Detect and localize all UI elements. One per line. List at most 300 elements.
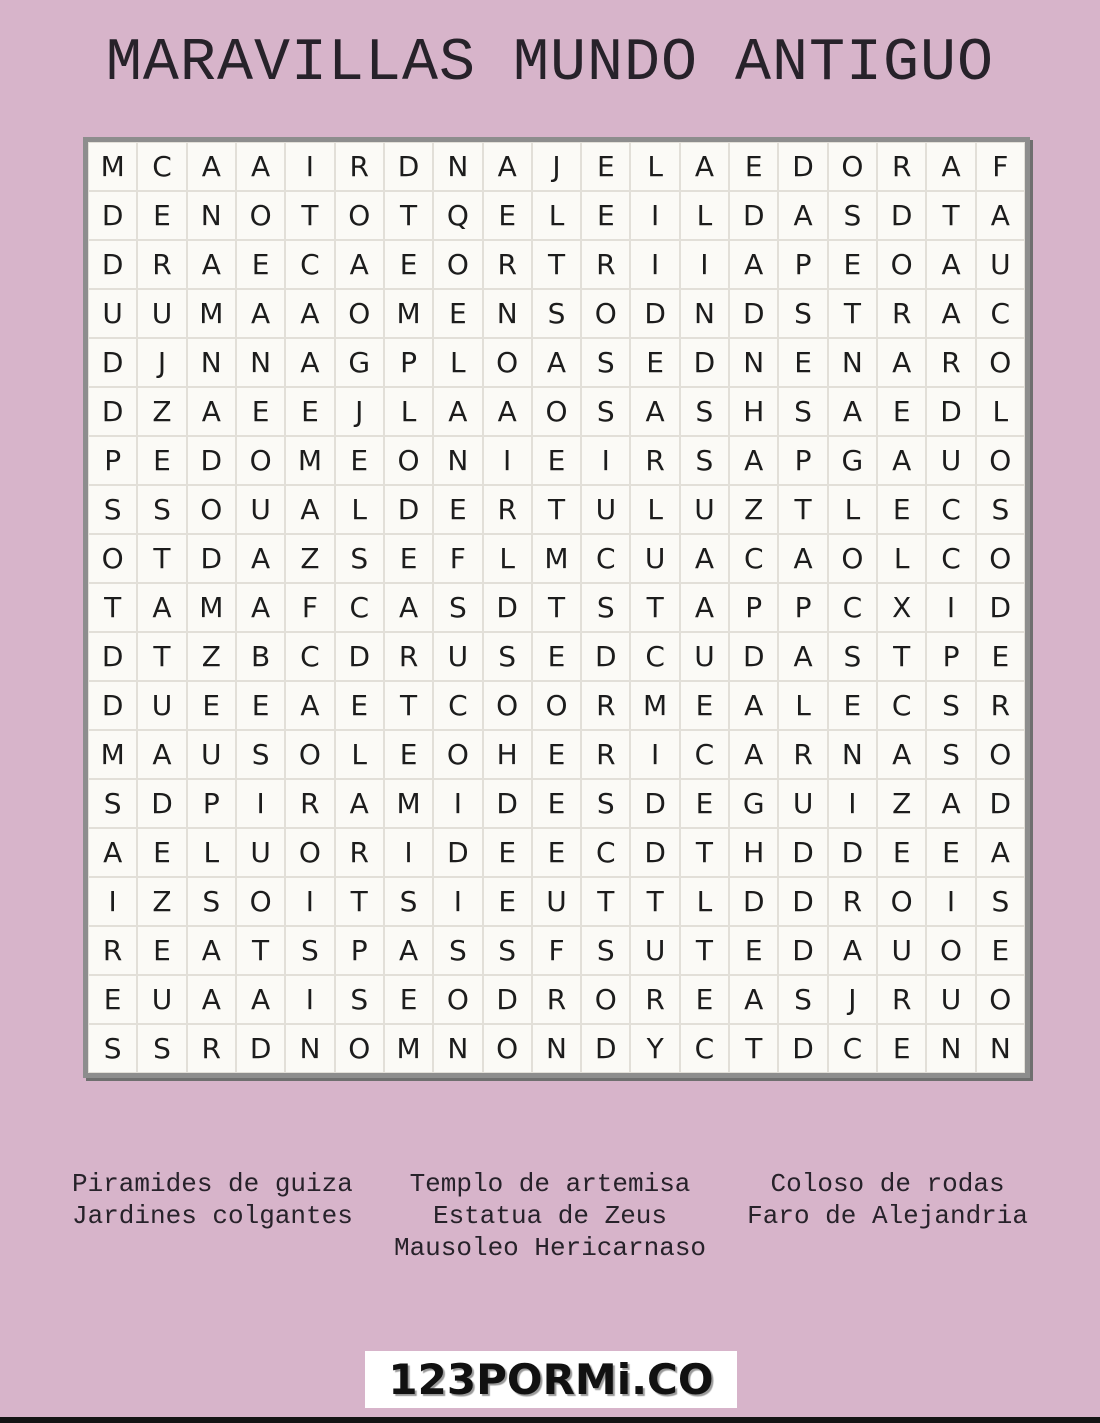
grid-cell[interactable]: E (729, 142, 778, 191)
grid-cell[interactable]: A (335, 240, 384, 289)
grid-cell[interactable]: N (729, 338, 778, 387)
grid-cell[interactable]: S (581, 583, 630, 632)
grid-cell[interactable]: D (88, 632, 137, 681)
grid-cell[interactable]: L (384, 387, 433, 436)
grid-cell[interactable]: E (137, 436, 186, 485)
grid-cell[interactable]: C (926, 534, 975, 583)
grid-cell[interactable]: D (778, 828, 827, 877)
grid-cell[interactable]: H (483, 730, 532, 779)
grid-cell[interactable]: U (976, 240, 1025, 289)
grid-cell[interactable]: D (384, 142, 433, 191)
grid-cell[interactable]: T (532, 240, 581, 289)
grid-cell[interactable]: B (236, 632, 285, 681)
grid-cell[interactable]: R (581, 681, 630, 730)
grid-cell[interactable]: C (137, 142, 186, 191)
grid-cell[interactable]: D (187, 534, 236, 583)
grid-cell[interactable]: R (285, 779, 334, 828)
grid-cell[interactable]: D (778, 142, 827, 191)
grid-cell[interactable]: D (778, 926, 827, 975)
grid-cell[interactable]: N (976, 1024, 1025, 1073)
grid-cell[interactable]: O (532, 681, 581, 730)
grid-cell[interactable]: T (384, 191, 433, 240)
grid-cell[interactable]: N (926, 1024, 975, 1073)
grid-cell[interactable]: A (926, 142, 975, 191)
grid-cell[interactable]: R (187, 1024, 236, 1073)
grid-cell[interactable]: N (433, 142, 482, 191)
grid-cell[interactable]: T (532, 485, 581, 534)
grid-cell[interactable]: T (877, 632, 926, 681)
grid-cell[interactable]: M (630, 681, 679, 730)
grid-cell[interactable]: O (236, 191, 285, 240)
grid-cell[interactable]: A (828, 926, 877, 975)
grid-cell[interactable]: I (630, 191, 679, 240)
grid-cell[interactable]: R (630, 436, 679, 485)
grid-cell[interactable]: I (88, 877, 137, 926)
grid-cell[interactable]: I (433, 877, 482, 926)
grid-cell[interactable]: D (729, 877, 778, 926)
grid-cell[interactable]: L (630, 485, 679, 534)
grid-cell[interactable]: O (433, 975, 482, 1024)
grid-cell[interactable]: E (828, 240, 877, 289)
grid-cell[interactable]: U (680, 485, 729, 534)
grid-cell[interactable]: R (581, 240, 630, 289)
grid-cell[interactable]: E (532, 436, 581, 485)
grid-cell[interactable]: O (285, 730, 334, 779)
grid-cell[interactable]: O (828, 534, 877, 583)
grid-cell[interactable]: C (828, 583, 877, 632)
grid-cell[interactable]: S (88, 1024, 137, 1073)
grid-cell[interactable]: I (630, 240, 679, 289)
grid-cell[interactable]: A (729, 975, 778, 1024)
grid-cell[interactable]: R (877, 142, 926, 191)
grid-cell[interactable]: I (680, 240, 729, 289)
grid-cell[interactable]: N (828, 338, 877, 387)
grid-cell[interactable]: C (680, 1024, 729, 1073)
grid-cell[interactable]: A (187, 387, 236, 436)
grid-cell[interactable]: O (335, 1024, 384, 1073)
grid-cell[interactable]: S (926, 730, 975, 779)
grid-cell[interactable]: A (976, 828, 1025, 877)
grid-cell[interactable]: U (88, 289, 137, 338)
grid-cell[interactable]: D (433, 828, 482, 877)
grid-cell[interactable]: I (285, 877, 334, 926)
grid-cell[interactable]: Z (137, 877, 186, 926)
grid-cell[interactable]: O (877, 877, 926, 926)
grid-cell[interactable]: S (680, 436, 729, 485)
grid-cell[interactable]: E (532, 779, 581, 828)
grid-cell[interactable]: T (680, 828, 729, 877)
grid-cell[interactable]: A (187, 926, 236, 975)
grid-cell[interactable]: P (187, 779, 236, 828)
grid-cell[interactable]: E (236, 240, 285, 289)
grid-cell[interactable]: S (680, 387, 729, 436)
grid-cell[interactable]: A (778, 632, 827, 681)
grid-cell[interactable]: S (581, 387, 630, 436)
grid-cell[interactable]: D (729, 191, 778, 240)
grid-cell[interactable]: Z (187, 632, 236, 681)
grid-cell[interactable]: J (532, 142, 581, 191)
grid-cell[interactable]: N (236, 338, 285, 387)
grid-cell[interactable]: N (532, 1024, 581, 1073)
grid-cell[interactable]: C (976, 289, 1025, 338)
grid-cell[interactable]: L (976, 387, 1025, 436)
grid-cell[interactable]: U (877, 926, 926, 975)
grid-cell[interactable]: O (581, 289, 630, 338)
grid-cell[interactable]: A (187, 975, 236, 1024)
grid-cell[interactable]: L (680, 877, 729, 926)
grid-cell[interactable]: E (877, 485, 926, 534)
grid-cell[interactable]: O (532, 387, 581, 436)
grid-cell[interactable]: C (729, 534, 778, 583)
grid-cell[interactable]: O (236, 877, 285, 926)
grid-cell[interactable]: M (532, 534, 581, 583)
grid-cell[interactable]: A (680, 583, 729, 632)
grid-cell[interactable]: A (778, 191, 827, 240)
grid-cell[interactable]: M (285, 436, 334, 485)
grid-cell[interactable]: I (236, 779, 285, 828)
grid-cell[interactable]: S (285, 926, 334, 975)
grid-cell[interactable]: A (187, 142, 236, 191)
grid-cell[interactable]: E (778, 338, 827, 387)
grid-cell[interactable]: A (926, 779, 975, 828)
grid-cell[interactable]: D (581, 1024, 630, 1073)
grid-cell[interactable]: I (926, 583, 975, 632)
grid-cell[interactable]: E (137, 926, 186, 975)
grid-cell[interactable]: I (483, 436, 532, 485)
grid-cell[interactable]: A (877, 436, 926, 485)
grid-cell[interactable]: S (778, 975, 827, 1024)
grid-cell[interactable]: H (729, 828, 778, 877)
grid-cell[interactable]: R (877, 975, 926, 1024)
grid-cell[interactable]: T (532, 583, 581, 632)
grid-cell[interactable]: T (384, 681, 433, 730)
grid-cell[interactable]: E (926, 828, 975, 877)
grid-cell[interactable]: E (976, 632, 1025, 681)
grid-cell[interactable]: A (236, 142, 285, 191)
grid-cell[interactable]: A (187, 240, 236, 289)
grid-cell[interactable]: N (483, 289, 532, 338)
grid-cell[interactable]: E (335, 436, 384, 485)
grid-cell[interactable]: D (88, 387, 137, 436)
grid-cell[interactable]: S (778, 289, 827, 338)
grid-cell[interactable]: S (335, 534, 384, 583)
grid-cell[interactable]: E (236, 387, 285, 436)
grid-cell[interactable]: A (729, 436, 778, 485)
grid-cell[interactable]: X (877, 583, 926, 632)
grid-cell[interactable]: E (630, 338, 679, 387)
grid-cell[interactable]: A (236, 583, 285, 632)
grid-cell[interactable]: T (828, 289, 877, 338)
grid-cell[interactable]: S (778, 387, 827, 436)
grid-cell[interactable]: S (433, 583, 482, 632)
grid-cell[interactable]: Q (433, 191, 482, 240)
grid-cell[interactable]: A (926, 289, 975, 338)
grid-cell[interactable]: A (335, 779, 384, 828)
grid-cell[interactable]: E (828, 681, 877, 730)
grid-cell[interactable]: F (532, 926, 581, 975)
grid-cell[interactable]: D (729, 632, 778, 681)
grid-cell[interactable]: R (532, 975, 581, 1024)
grid-cell[interactable]: S (926, 681, 975, 730)
grid-cell[interactable]: A (483, 387, 532, 436)
grid-cell[interactable]: P (335, 926, 384, 975)
grid-cell[interactable]: D (630, 779, 679, 828)
grid-cell[interactable]: F (433, 534, 482, 583)
grid-cell[interactable]: C (581, 828, 630, 877)
grid-cell[interactable]: C (335, 583, 384, 632)
grid-cell[interactable]: O (433, 240, 482, 289)
grid-cell[interactable]: S (483, 632, 532, 681)
grid-cell[interactable]: U (433, 632, 482, 681)
grid-cell[interactable]: R (137, 240, 186, 289)
grid-cell[interactable]: M (384, 289, 433, 338)
grid-cell[interactable]: D (778, 877, 827, 926)
grid-cell[interactable]: E (236, 681, 285, 730)
grid-cell[interactable]: D (384, 485, 433, 534)
grid-cell[interactable]: L (828, 485, 877, 534)
grid-cell[interactable]: D (335, 632, 384, 681)
grid-cell[interactable]: A (680, 534, 729, 583)
grid-cell[interactable]: R (483, 485, 532, 534)
grid-cell[interactable]: O (187, 485, 236, 534)
grid-cell[interactable]: D (88, 681, 137, 730)
grid-cell[interactable]: M (88, 730, 137, 779)
grid-cell[interactable]: R (828, 877, 877, 926)
grid-cell[interactable]: T (729, 1024, 778, 1073)
grid-cell[interactable]: E (433, 289, 482, 338)
grid-cell[interactable]: D (828, 828, 877, 877)
grid-cell[interactable]: O (976, 534, 1025, 583)
grid-cell[interactable]: P (778, 436, 827, 485)
grid-cell[interactable]: A (877, 730, 926, 779)
grid-cell[interactable]: E (335, 681, 384, 730)
grid-cell[interactable]: E (433, 485, 482, 534)
grid-cell[interactable]: U (630, 534, 679, 583)
grid-cell[interactable]: O (976, 730, 1025, 779)
grid-cell[interactable]: E (187, 681, 236, 730)
grid-cell[interactable]: R (581, 730, 630, 779)
grid-cell[interactable]: C (877, 681, 926, 730)
grid-cell[interactable]: S (976, 485, 1025, 534)
grid-cell[interactable]: R (335, 142, 384, 191)
grid-cell[interactable]: G (828, 436, 877, 485)
grid-cell[interactable]: I (581, 436, 630, 485)
grid-cell[interactable]: S (581, 338, 630, 387)
grid-cell[interactable]: E (532, 828, 581, 877)
grid-cell[interactable]: U (680, 632, 729, 681)
grid-cell[interactable]: F (285, 583, 334, 632)
grid-cell[interactable]: C (630, 632, 679, 681)
grid-cell[interactable]: S (581, 926, 630, 975)
grid-cell[interactable]: R (778, 730, 827, 779)
grid-cell[interactable]: E (729, 926, 778, 975)
grid-cell[interactable]: A (630, 387, 679, 436)
grid-cell[interactable]: U (137, 289, 186, 338)
grid-cell[interactable]: S (483, 926, 532, 975)
grid-cell[interactable]: M (384, 1024, 433, 1073)
grid-cell[interactable]: G (335, 338, 384, 387)
grid-cell[interactable]: D (236, 1024, 285, 1073)
grid-cell[interactable]: A (384, 926, 433, 975)
grid-cell[interactable]: D (976, 779, 1025, 828)
grid-cell[interactable]: D (88, 338, 137, 387)
grid-cell[interactable]: T (335, 877, 384, 926)
grid-cell[interactable]: D (581, 632, 630, 681)
grid-cell[interactable]: U (137, 681, 186, 730)
grid-cell[interactable]: D (926, 387, 975, 436)
grid-cell[interactable]: D (976, 583, 1025, 632)
grid-cell[interactable]: D (630, 289, 679, 338)
grid-cell[interactable]: R (88, 926, 137, 975)
grid-cell[interactable]: E (976, 926, 1025, 975)
grid-cell[interactable]: O (877, 240, 926, 289)
grid-cell[interactable]: A (828, 387, 877, 436)
grid-cell[interactable]: N (433, 1024, 482, 1073)
grid-cell[interactable]: I (630, 730, 679, 779)
grid-cell[interactable]: D (877, 191, 926, 240)
grid-cell[interactable]: P (778, 583, 827, 632)
grid-cell[interactable]: E (384, 730, 433, 779)
grid-cell[interactable]: R (483, 240, 532, 289)
grid-cell[interactable]: J (137, 338, 186, 387)
grid-cell[interactable]: O (236, 436, 285, 485)
grid-cell[interactable]: D (680, 338, 729, 387)
grid-cell[interactable]: D (483, 779, 532, 828)
grid-cell[interactable]: U (630, 926, 679, 975)
grid-cell[interactable]: C (828, 1024, 877, 1073)
grid-cell[interactable]: F (976, 142, 1025, 191)
grid-cell[interactable]: T (778, 485, 827, 534)
grid-cell[interactable]: T (137, 534, 186, 583)
grid-cell[interactable]: E (88, 975, 137, 1024)
grid-cell[interactable]: R (630, 975, 679, 1024)
grid-cell[interactable]: A (532, 338, 581, 387)
grid-cell[interactable]: A (384, 583, 433, 632)
grid-cell[interactable]: C (433, 681, 482, 730)
grid-cell[interactable]: C (680, 730, 729, 779)
grid-cell[interactable]: S (137, 485, 186, 534)
grid-cell[interactable]: T (581, 877, 630, 926)
grid-cell[interactable]: Z (877, 779, 926, 828)
grid-cell[interactable]: A (285, 681, 334, 730)
grid-cell[interactable]: A (236, 289, 285, 338)
grid-cell[interactable]: P (778, 240, 827, 289)
grid-cell[interactable]: D (187, 436, 236, 485)
grid-cell[interactable]: E (483, 191, 532, 240)
grid-cell[interactable]: H (729, 387, 778, 436)
grid-cell[interactable]: S (384, 877, 433, 926)
grid-cell[interactable]: M (187, 583, 236, 632)
grid-cell[interactable]: A (877, 338, 926, 387)
grid-cell[interactable]: S (137, 1024, 186, 1073)
grid-cell[interactable]: A (680, 142, 729, 191)
grid-cell[interactable]: E (680, 779, 729, 828)
grid-cell[interactable]: L (335, 730, 384, 779)
grid-cell[interactable]: E (384, 975, 433, 1024)
grid-cell[interactable]: A (483, 142, 532, 191)
grid-cell[interactable]: E (137, 828, 186, 877)
grid-cell[interactable]: D (483, 583, 532, 632)
grid-cell[interactable]: L (877, 534, 926, 583)
grid-cell[interactable]: O (976, 338, 1025, 387)
grid-cell[interactable]: D (729, 289, 778, 338)
grid-cell[interactable]: L (433, 338, 482, 387)
grid-cell[interactable]: A (926, 240, 975, 289)
grid-cell[interactable]: A (729, 681, 778, 730)
grid-cell[interactable]: E (532, 730, 581, 779)
grid-cell[interactable]: E (581, 191, 630, 240)
grid-cell[interactable]: I (433, 779, 482, 828)
grid-cell[interactable]: D (778, 1024, 827, 1073)
grid-cell[interactable]: N (828, 730, 877, 779)
grid-cell[interactable]: D (88, 240, 137, 289)
grid-cell[interactable]: Z (137, 387, 186, 436)
grid-cell[interactable]: T (630, 877, 679, 926)
grid-cell[interactable]: I (828, 779, 877, 828)
grid-cell[interactable]: E (680, 975, 729, 1024)
grid-cell[interactable]: A (236, 534, 285, 583)
grid-cell[interactable]: D (137, 779, 186, 828)
grid-cell[interactable]: C (926, 485, 975, 534)
grid-cell[interactable]: C (285, 240, 334, 289)
grid-cell[interactable]: A (976, 191, 1025, 240)
grid-cell[interactable]: U (137, 975, 186, 1024)
grid-cell[interactable]: E (483, 828, 532, 877)
grid-cell[interactable]: O (285, 828, 334, 877)
grid-cell[interactable]: A (88, 828, 137, 877)
grid-cell[interactable]: U (581, 485, 630, 534)
grid-cell[interactable]: S (532, 289, 581, 338)
grid-cell[interactable]: E (581, 142, 630, 191)
grid-cell[interactable]: U (926, 436, 975, 485)
grid-cell[interactable]: S (335, 975, 384, 1024)
grid-cell[interactable]: L (335, 485, 384, 534)
grid-cell[interactable]: S (88, 485, 137, 534)
grid-cell[interactable]: I (285, 142, 334, 191)
grid-cell[interactable]: R (926, 338, 975, 387)
grid-cell[interactable]: L (630, 142, 679, 191)
grid-cell[interactable]: O (88, 534, 137, 583)
grid-cell[interactable]: O (433, 730, 482, 779)
grid-cell[interactable]: O (976, 436, 1025, 485)
grid-cell[interactable]: Z (285, 534, 334, 583)
grid-cell[interactable]: J (828, 975, 877, 1024)
grid-cell[interactable]: O (976, 975, 1025, 1024)
grid-cell[interactable]: S (236, 730, 285, 779)
grid-cell[interactable]: D (483, 975, 532, 1024)
grid-cell[interactable]: A (433, 387, 482, 436)
grid-cell[interactable]: P (384, 338, 433, 387)
grid-cell[interactable]: S (433, 926, 482, 975)
grid-cell[interactable]: E (483, 877, 532, 926)
grid-cell[interactable]: E (877, 828, 926, 877)
grid-cell[interactable]: R (384, 632, 433, 681)
grid-cell[interactable]: U (926, 975, 975, 1024)
grid-cell[interactable]: L (187, 828, 236, 877)
grid-cell[interactable]: T (137, 632, 186, 681)
grid-cell[interactable]: M (187, 289, 236, 338)
grid-cell[interactable]: C (581, 534, 630, 583)
grid-cell[interactable]: A (285, 289, 334, 338)
grid-cell[interactable]: S (88, 779, 137, 828)
grid-cell[interactable]: A (137, 730, 186, 779)
grid-cell[interactable]: E (384, 534, 433, 583)
grid-cell[interactable]: M (88, 142, 137, 191)
grid-cell[interactable]: L (680, 191, 729, 240)
grid-cell[interactable]: O (581, 975, 630, 1024)
grid-cell[interactable]: U (236, 485, 285, 534)
grid-cell[interactable]: Y (630, 1024, 679, 1073)
